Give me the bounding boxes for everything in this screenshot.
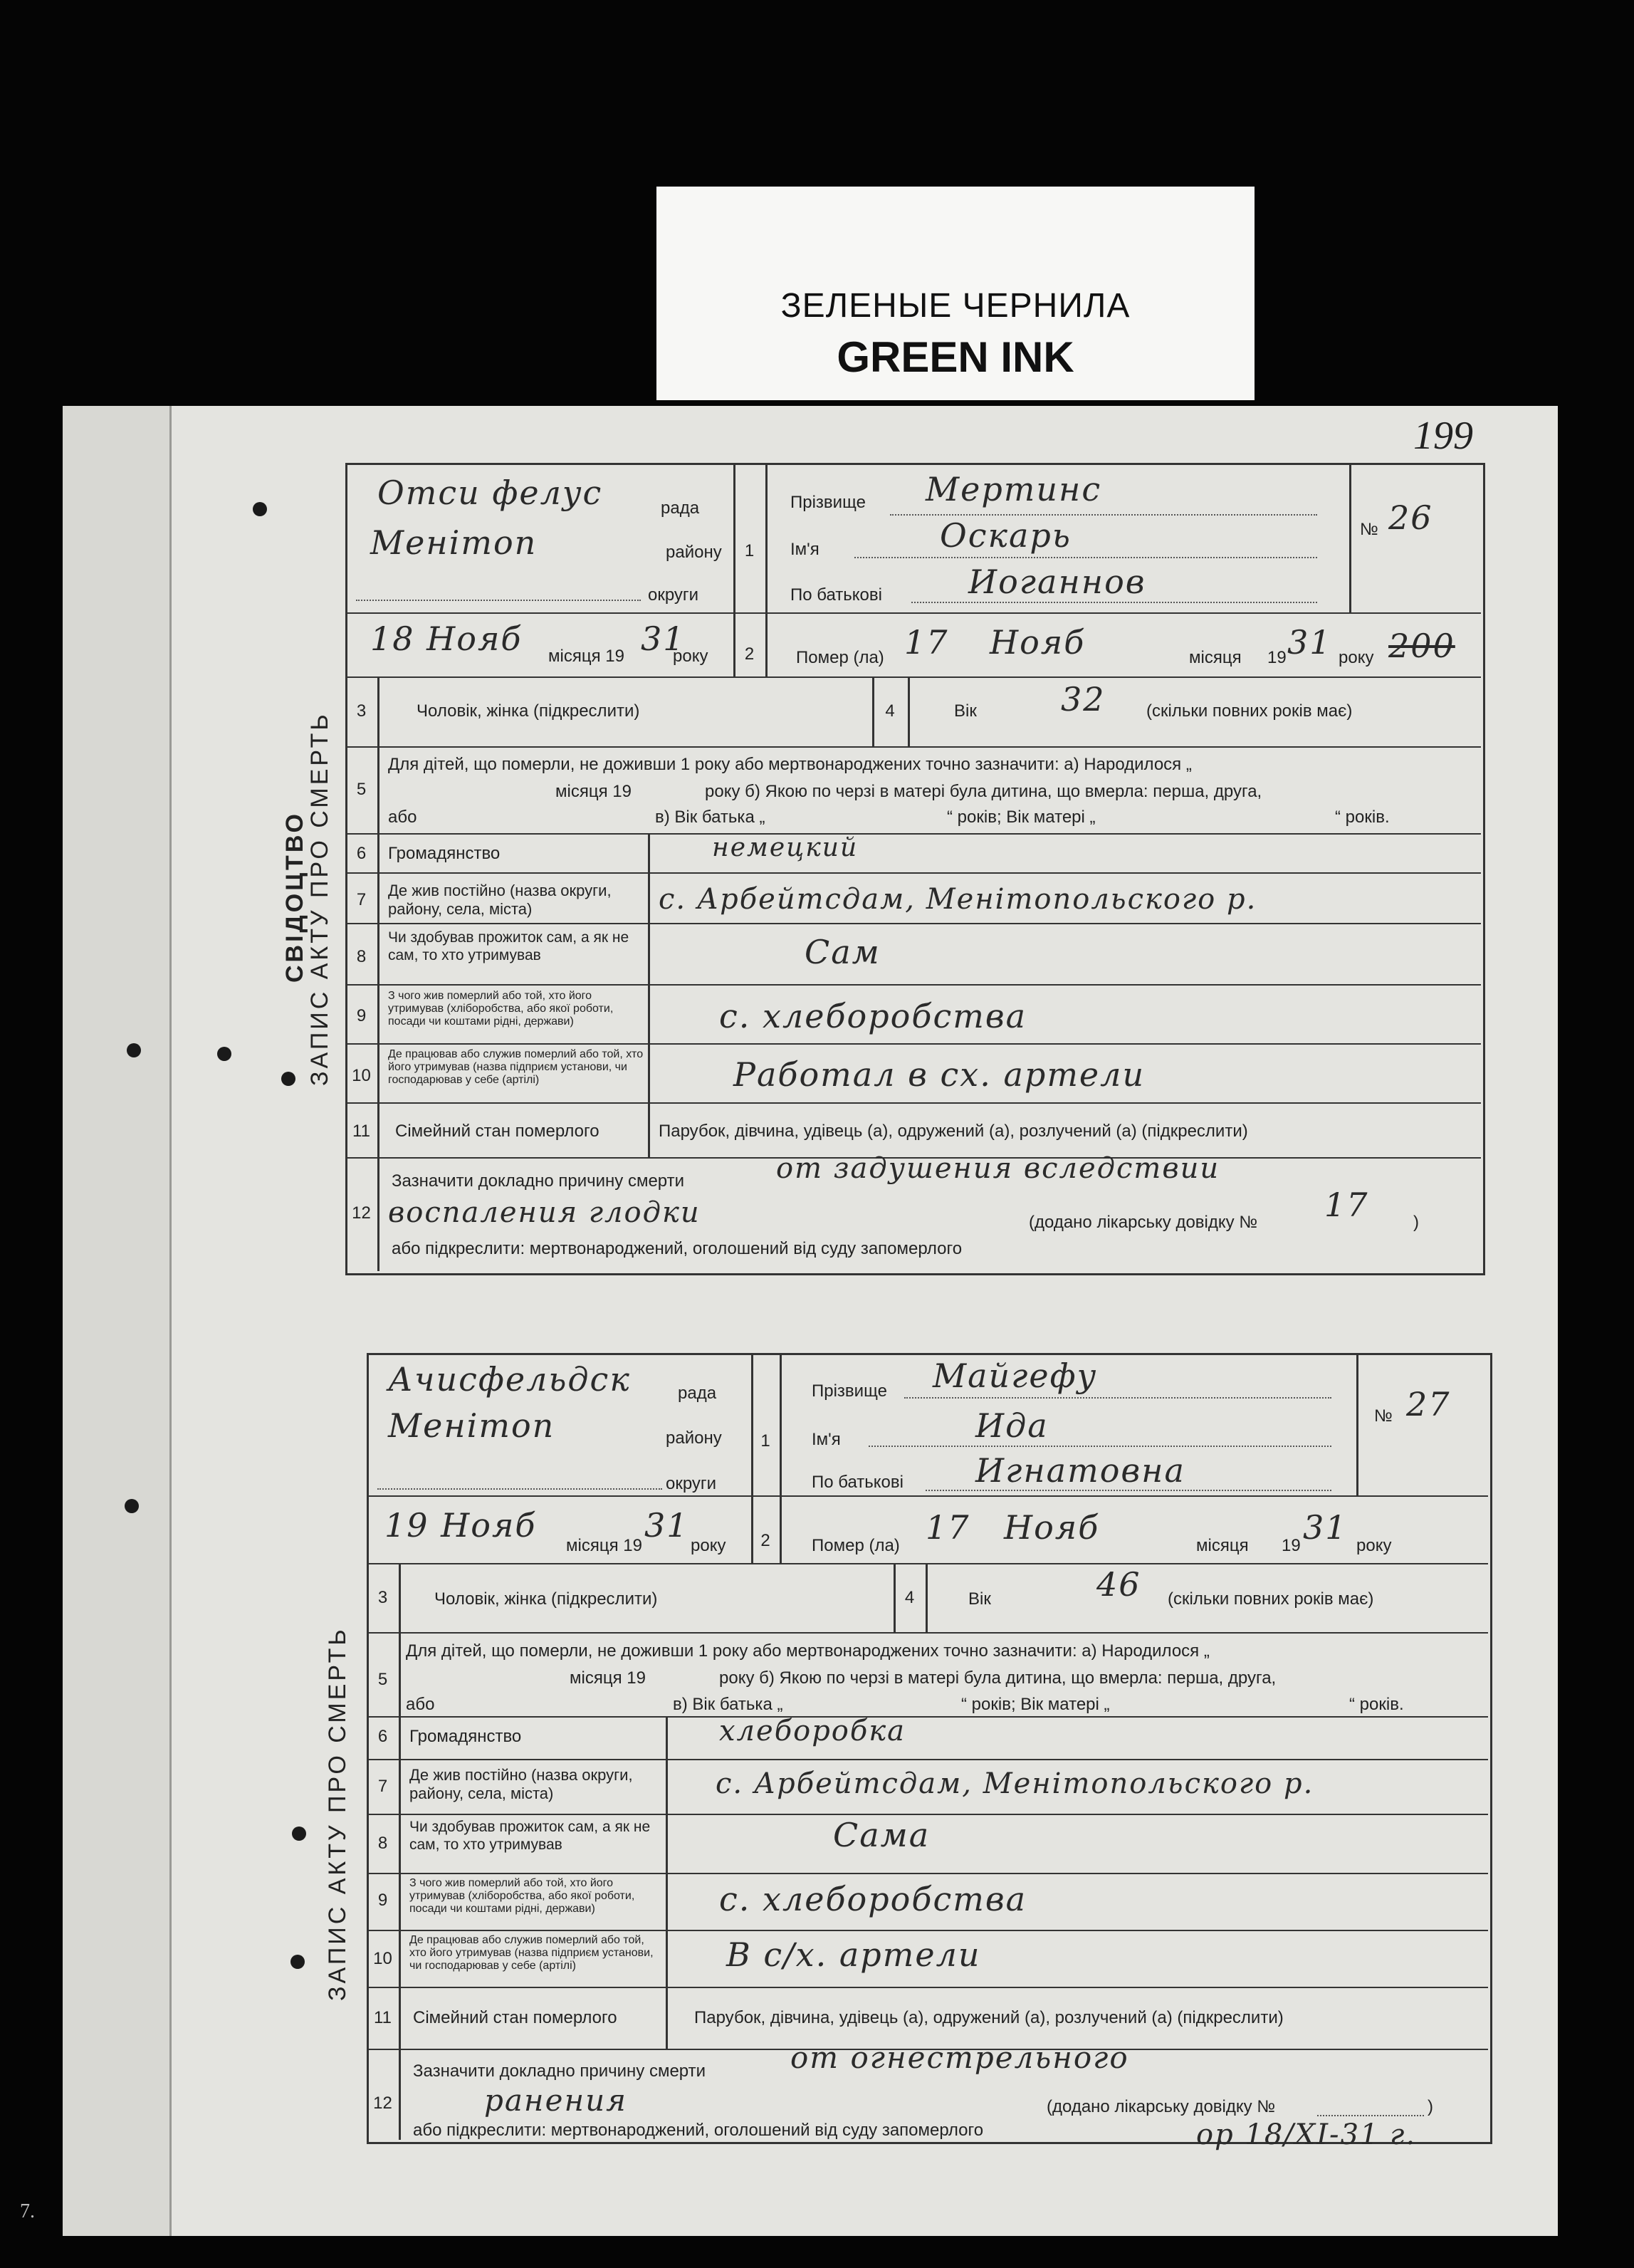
margin-note: 7.: [20, 2200, 35, 2222]
row-number: 2: [760, 1531, 770, 1550]
surname-label: Прізвище: [790, 493, 866, 512]
work-value: Работал в сх. артели: [733, 1055, 1146, 1094]
patronymic-label: По батькові: [790, 585, 882, 605]
death-month: Нояб: [990, 623, 1086, 662]
okrugy-label: округи: [666, 1474, 717, 1493]
row-number: 6: [356, 844, 367, 863]
residence-value: с. Арбейтсдам, Менітопольского р.: [659, 883, 1257, 916]
rada-label: рада: [678, 1384, 717, 1403]
row-number: 8: [356, 947, 367, 966]
row-number: 2: [744, 644, 755, 664]
death-month: Нояб: [1004, 1508, 1100, 1547]
residence-value: с. Арбейтсдам, Менітопольского р.: [716, 1767, 1314, 1800]
stillborn-label: або підкреслити: мертвонароджений, оголошений від суду запомерлого: [413, 2121, 984, 2140]
row-number: 1: [744, 541, 755, 560]
citizenship-value: немецкий: [712, 833, 859, 862]
close-paren: ): [1428, 2097, 1433, 2116]
row-number: 3: [356, 701, 367, 721]
surname-value: Мертинс: [926, 470, 1102, 508]
rada-label: рада: [661, 498, 700, 518]
handwritten-note: ор 18/XI-31 г.: [1196, 2118, 1417, 2151]
name-value: Ида: [975, 1406, 1049, 1445]
age-label: Вік: [968, 1589, 991, 1609]
death-year-prefix: 19: [1282, 1536, 1301, 1555]
row-number: 9: [377, 1891, 388, 1910]
month-label: місяця 19: [566, 1536, 642, 1555]
death-year-label: року: [1339, 648, 1374, 667]
death-day: 17: [926, 1508, 970, 1547]
patronymic-label: По батькові: [812, 1473, 904, 1492]
death-day: 17: [904, 623, 949, 662]
row-number: 12: [373, 2094, 392, 2113]
year-label: року: [673, 647, 708, 666]
support-value: Сама: [833, 1816, 931, 1854]
name-value: Оскарь: [940, 516, 1072, 555]
children-text-3: року б) Якою по черзі в матері була дитина, що вмерла: перша, друга,: [705, 782, 1262, 801]
row-number: 4: [885, 701, 895, 721]
children-text-4: або: [388, 808, 417, 827]
children-text-7: “ років.: [1349, 1695, 1404, 1714]
certificate-stamp: СВІДОЦТВО: [281, 811, 308, 983]
children-text-4: або: [406, 1695, 435, 1714]
residence-label: Де жив постійно (назва округи, району, села, міста): [388, 882, 612, 918]
record-number: 26: [1388, 498, 1433, 537]
registration-year: 31: [644, 1506, 689, 1545]
registration-day: 18 Нояб: [370, 620, 523, 658]
children-text-3: року б) Якою по черзі в матері була дитина, що вмерла: перша, друга,: [719, 1668, 1277, 1688]
age-label: Вік: [954, 701, 977, 721]
green-ink-card: [656, 187, 1255, 400]
livelihood-label: З чого жив померлий або той, хто його утримував (хліборобства, або якої роботи, посади чи коштами рідні, держави): [409, 1877, 635, 1915]
cause-value-1: от задушения вследствии: [776, 1152, 1220, 1185]
age-note: (скільки повних років має): [1168, 1589, 1374, 1609]
row-number: 4: [904, 1588, 915, 1607]
record-title: ЗАПИС АКТУ ПРО СМЕРТЬ: [324, 1626, 351, 2001]
work-label: Де працював або служив померлий або той, хто його утримував (назва підприєм установи, чи господарював у себе (артілі): [409, 1934, 654, 1972]
row-number: 10: [352, 1066, 371, 1085]
punch-hole-icon: [290, 1955, 305, 1969]
death-year: 31: [1303, 1508, 1348, 1547]
page-number: 199: [1413, 414, 1473, 458]
rayon-value: Менітоп: [370, 523, 538, 562]
stillborn-label: або підкреслити: мертвонароджений, оголошений від суду запомерлого: [392, 1239, 963, 1258]
cause-value-1: от огнестрельного: [790, 2040, 1129, 2075]
rada-value: Отси фелус: [377, 474, 603, 512]
sex-label: Чоловік, жінка (підкреслити): [434, 1589, 658, 1609]
children-text-1: Для дітей, що померли, не доживши 1 року або мертвонароджених точно зазначити: а) Народилося „: [406, 1641, 1210, 1661]
row-number: 12: [352, 1203, 371, 1223]
marital-options: Парубок, дівчина, удівець (а), одружений (а), розлучений (а) (підкреслити): [694, 2008, 1284, 2027]
work-label: Де працював або служив померлий або той, хто його утримував (назва підприєм установи, чи господарював у себе (артілі): [388, 1048, 644, 1086]
support-label: Чи здобував прожиток сам, а як не сам, то хто утримував: [409, 1819, 651, 1853]
citizenship-value: хлеборобка: [719, 1715, 906, 1747]
children-text-5: в) Вік батька „: [673, 1695, 783, 1714]
cause-label: Зазначити докладно причину смерти: [413, 2061, 706, 2081]
correction-mark: 200: [1388, 627, 1455, 665]
certificate-number: 17: [1324, 1186, 1369, 1224]
children-text-7: “ років.: [1335, 808, 1390, 827]
age-value: 32: [1061, 680, 1106, 718]
surname-value: Майгефу: [933, 1357, 1098, 1395]
death-year-label: року: [1356, 1536, 1392, 1555]
certificate-label: (додано лікарську довідку №: [1029, 1213, 1258, 1232]
row-number: 11: [352, 1122, 370, 1141]
surname-label: Прізвище: [812, 1381, 887, 1401]
livelihood-value: с. хлеборобства: [719, 997, 1027, 1035]
row-number: 7: [356, 890, 367, 909]
registration-day: 19 Нояб: [384, 1506, 537, 1545]
record-number: 27: [1406, 1385, 1451, 1423]
marital-label: Сімейний стан померлого: [413, 2008, 617, 2027]
punch-hole-icon: [217, 1047, 231, 1061]
children-text-5: в) Вік батька „: [655, 808, 765, 827]
ink-card-en: GREEN INK: [837, 333, 1074, 381]
row-number: 1: [760, 1431, 770, 1451]
record-title: ЗАПИС АКТУ ПРО СМЕРТЬ: [306, 711, 333, 1086]
row-number: 7: [377, 1777, 388, 1796]
row-number: 5: [356, 780, 367, 799]
row-number: 9: [356, 1006, 367, 1025]
marital-options: Парубок, дівчина, удівець (а), одружений (а), розлучений (а) (підкреслити): [659, 1122, 1248, 1141]
death-month-label: місяця: [1189, 648, 1242, 667]
row-number: 3: [377, 1588, 388, 1607]
marital-label: Сімейний стан померлого: [395, 1122, 599, 1141]
work-value: В с/х. артели: [726, 1935, 981, 1974]
rada-value: Ачисфельдск: [388, 1360, 631, 1399]
cause-value-2: ранения: [484, 2083, 627, 2118]
citizenship-label: Громадянство: [409, 1727, 522, 1746]
patronymic-value: Игнатовна: [975, 1451, 1185, 1490]
age-note: (скільки повних років має): [1146, 701, 1353, 721]
ink-card-ru: ЗЕЛЕНЫЕ ЧЕРНИЛА: [780, 287, 1131, 325]
certificate-label: (додано лікарську довідку №: [1047, 2097, 1276, 2116]
row-number: 5: [377, 1670, 388, 1689]
citizenship-label: Громадянство: [388, 844, 501, 863]
children-text-6: “ років; Вік матері „: [961, 1695, 1110, 1714]
close-paren: ): [1413, 1213, 1419, 1232]
row-number: 8: [377, 1834, 388, 1853]
cause-label: Зазначити докладно причину смерти: [392, 1171, 685, 1191]
rayon-label: району: [666, 543, 722, 562]
support-label: Чи здобував прожиток сам, а як не сам, то хто утримував: [388, 929, 629, 963]
name-label: Ім'я: [812, 1430, 841, 1449]
punch-hole-icon: [253, 502, 267, 516]
death-label: Помер (ла): [796, 648, 884, 667]
page-binding-strip: [63, 406, 172, 2236]
livelihood-label: З чого жив померлий або той, хто його утримував (хліборобства, або якої роботи, посади чи коштами рідні, держави): [388, 990, 614, 1028]
age-value: 46: [1096, 1565, 1141, 1604]
death-label: Помер (ла): [812, 1536, 900, 1555]
children-text-1: Для дітей, що померли, не доживши 1 року або мертвонароджених точно зазначити: а) Народилося „: [388, 755, 1192, 774]
sex-label: Чоловік, жінка (підкреслити): [417, 701, 640, 721]
rayon-label: району: [666, 1428, 722, 1448]
year-label: року: [691, 1536, 726, 1555]
children-text-2: місяця 19: [570, 1668, 646, 1688]
residence-label: Де жив постійно (назва округи, району, села, міста): [409, 1766, 633, 1802]
death-year: 31: [1287, 623, 1332, 662]
patronymic-value: Иоганнов: [968, 563, 1146, 601]
row-number: 11: [374, 2008, 392, 2027]
registration-year: 31: [641, 620, 686, 658]
record-number-label: №: [1360, 520, 1378, 539]
punch-hole-icon: [125, 1499, 139, 1513]
livelihood-value: с. хлеборобства: [719, 1880, 1027, 1918]
row-number: 6: [377, 1727, 388, 1746]
rayon-value: Менітоп: [388, 1406, 555, 1445]
cause-value-2: воспаления глодки: [388, 1196, 701, 1229]
month-label: місяця 19: [548, 647, 624, 666]
death-year-prefix: 19: [1267, 648, 1287, 667]
okrugy-label: округи: [648, 585, 699, 605]
children-text-2: місяця 19: [555, 782, 632, 801]
punch-hole-icon: [127, 1043, 141, 1057]
name-label: Ім'я: [790, 540, 819, 559]
support-value: Сам: [805, 933, 881, 971]
death-month-label: місяця: [1196, 1536, 1249, 1555]
punch-hole-icon: [292, 1827, 306, 1841]
row-number: 10: [373, 1949, 392, 1968]
record-number-label: №: [1374, 1406, 1393, 1426]
punch-hole-icon: [281, 1072, 295, 1086]
children-text-6: “ років; Вік матері „: [947, 808, 1096, 827]
